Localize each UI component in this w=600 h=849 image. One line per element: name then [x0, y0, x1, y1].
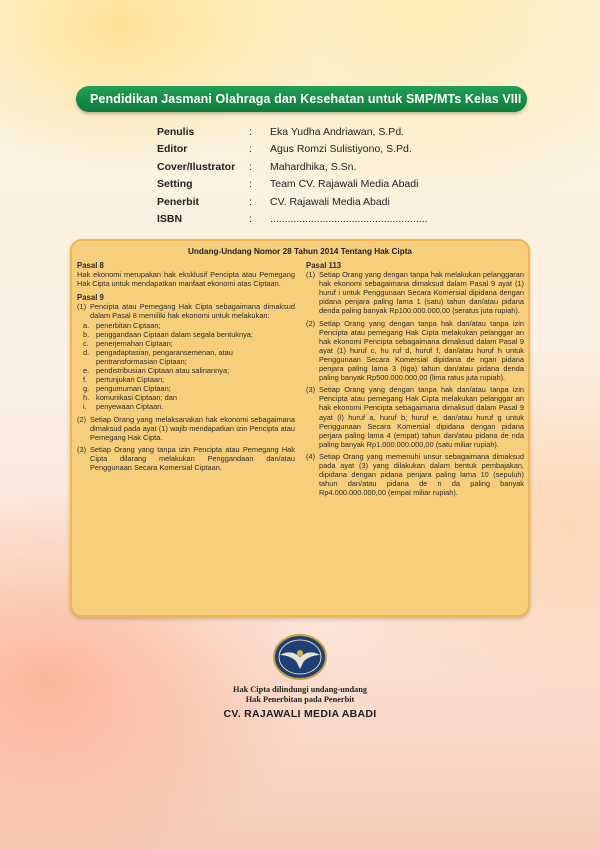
credit-row-setting: Setting : Team CV. Rajawali Media Abadi — [157, 176, 457, 194]
pasal-9-sub-g: g. pengumuman Ciptaan; — [83, 384, 171, 394]
pasal-9-sub-h: h. komunikasi Ciptaan; dan — [83, 393, 177, 403]
credit-label: Penerbit — [157, 195, 200, 208]
credit-row-illustrator: Cover/Ilustrator : Mahardhika, S.Sn. — [157, 158, 457, 176]
pasal-9-sub-f: f. pertunjukan Ciptaan; — [83, 375, 165, 385]
copyright-notice: Hak Cipta dilindungi undang-undang — [233, 685, 367, 694]
credit-value: Team CV. Rajawali Media Abadi — [270, 178, 419, 191]
law-title: Undang-Undang Nomor 28 Tahun 2014 Tentang Hak Cipta — [188, 247, 412, 256]
book-title: Pendidikan Jasmani Olahraga dan Kesehatan untuk SMP/MTs Kelas VIII — [90, 92, 522, 106]
publisher-logo — [271, 633, 329, 681]
pasal-113-item-3: (3) Setiap Orang yang dengan tanpa hak dan/atau tanpa izin Pencipta atau pemegang Hak Cipta melakukan pelanggar an hak ekonomi Pencipta sebagaimana dimaksud dalam Pasal 9 ayat (l) huruf a, huruf b, huruf e, dan/atau huruf g untuk Penggunaan Secara Komersial dipidana dengan pidana perjara paling lama 4 (empat) tahun dan/atau pidana de nda paling banyak Rp1.000.000.000,00 (satu miliar rupiah). — [306, 385, 524, 449]
credit-row-penerbit: Penerbit : CV. Rajawali Media Abadi — [157, 193, 457, 211]
pasal-113-item-4: (4) Setiap Orang yang memenuhi unsur sebagaimana dimaksud pada ayat (3) yang dilakukan dalam bentuk pembajakan, dipidana dengan pidana penjara paling lama 10 (sepuluh) tahun dan/atau pidana de n da paling banyak Rp4.000.000.000,00 (empat miliar rupiah). — [306, 451, 524, 498]
credit-label: Setting — [157, 178, 193, 191]
pasal-9-sub-i: i. penyewaan Ciptaan. — [83, 402, 164, 412]
credit-label: Cover/Ilustrator — [157, 160, 236, 173]
law-column-left — [77, 259, 295, 472]
credit-row-isbn: ISBN : ...................................................... — [157, 211, 457, 229]
credit-value: Mahardhika, S.Sn. — [270, 160, 357, 173]
pasal-9-item-2: (2) Setiap Orang yang melaksanakan hak ekonomi sebagaimana dimaksud pada ayat (1) wajib mendapatkan izin Pencipta atau Pemegang Hak Cipta. — [77, 414, 295, 442]
publishing-rights-notice: Hak Penerbitan pada Penerbit — [245, 695, 355, 704]
credit-value: Agus Romzi Sulistiyono, S.Pd. — [270, 143, 412, 156]
publisher-name: CV. RAJAWALI MEDIA ABADI — [223, 708, 377, 720]
credit-row-editor: Editor : Agus Romzi Sulistiyono, S.Pd. — [157, 141, 457, 159]
pasal-9-item-1: (1) Pencipta atau Pemegang Hak Cipta sebagaimana dimaksud dalam Pasal 8 memiliki hak ekonomi untuk melakukan: — [77, 302, 295, 321]
book-title-banner — [76, 86, 527, 112]
pasal-9-sub-b: b. penggandaan Ciptaan dalam segala bentuknya; — [83, 329, 253, 339]
pasal-8-text: Hak ekonomi merupakan hak eksklusif Pencipta atau Pemegang Hak Cipta untuk mendapatkan manfaat ekonomi atas Ciptaan. — [77, 270, 295, 289]
pasal-9-sub-c: c. penerjemahan Ciptaan; — [83, 338, 173, 348]
pasal-9-heading: Pasal 9 — [77, 293, 104, 303]
pasal-9-sub-a: a. penerbitan Ciptaan; — [83, 320, 161, 330]
credit-label: Editor — [157, 143, 188, 156]
pasal-113-item-2: (2) Setiap Orang yang dengan tanpa hak dan/atau tanpa izin Pencipta atau pemegang Hak Cipta melakukan pelanggar an hak ekonomi Pencipta sebagaimana dimaksud dalam Pasal 9 ayat (1) huruf c, hu ruf d, huruf f, dan/atau huruf h untuk Penggunaan Secara Komersial dipidana de ngan pidana penjara paling lama 3 (tiga) tahun dan/atau pidana denda paling banyak Rp500.000.000,00 (lima ratus juta rupiah). — [306, 318, 524, 383]
credit-label: ISBN — [157, 213, 183, 226]
law-column-right — [306, 259, 524, 497]
copyright-law-box — [70, 239, 530, 617]
pasal-9-sub-e: e. pendistribusian Ciptaan atau salinannya; — [83, 366, 230, 376]
credit-label: Penulis — [157, 125, 195, 138]
pasal-9-item-3: (3) Setiap Orang yang tanpa izin Pencipta atau Pemegang Hak Cipta dilarang melakukan Penggandaan dan/atau Penggunaan Secara Komersial Ciptaan. — [77, 444, 295, 472]
credits-list — [157, 123, 457, 228]
credit-row-penulis: Penulis : Eka Yudha Andriawan, S.Pd. — [157, 123, 457, 141]
pasal-9-sub-d: d. pengadaptasian, pengaransemenan, atau pentransformasian Ciptaan; — [83, 347, 233, 366]
pasal-8-heading: Pasal 8 — [77, 261, 104, 270]
credit-value: ...................................................... — [270, 213, 428, 226]
credit-value: CV. Rajawali Media Abadi — [270, 195, 390, 208]
pasal-113-item-1: (1) Setiap Orang yang dengan tanpa hak melakukan pelanggaran hak ekonomi sebagaimana dimaksud dalam Pasal 9 ayat (1) huruf i untuk Penggunaan Secara Komersial dipidana dengan pidana penjara paling lama 1 (satu) tahun dan/atau pidana denda paling banyak Rp100.000.000,00 (seratus juta rupiah). — [306, 270, 524, 316]
credit-value: Eka Yudha Andriawan, S.Pd. — [270, 125, 405, 138]
pasal-113-heading: Pasal 113 — [306, 261, 342, 270]
